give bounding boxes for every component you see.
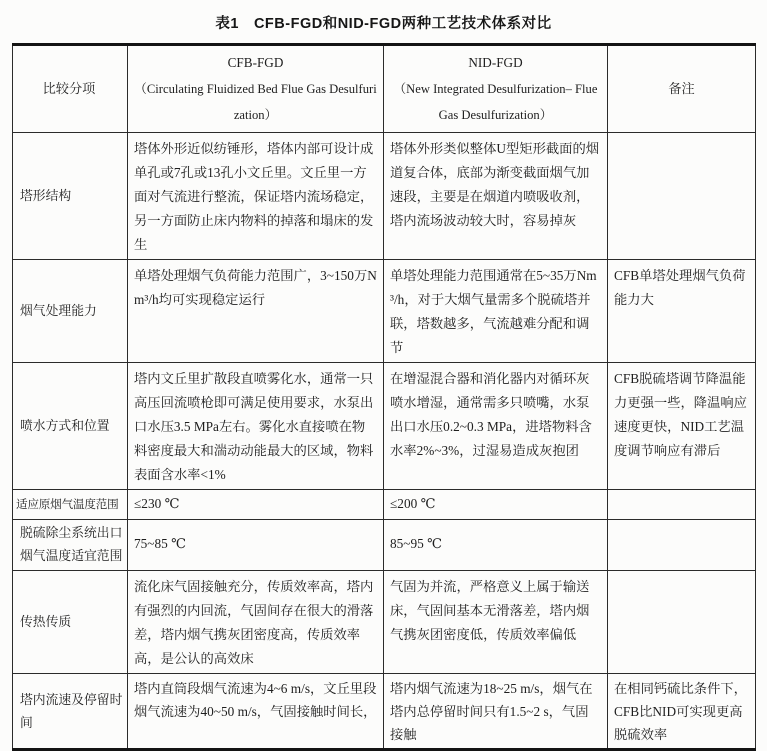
header-cell-cfb (128, 45, 384, 133)
note-cell (608, 571, 756, 674)
table-row-velocity-residence-time (13, 674, 756, 750)
table-row-inlet-temp-range (13, 490, 756, 520)
nid-cell: 单塔处理能力范围通常在5~35万Nm³/h，对于大烟气量需多个脱硫塔并联，塔数越多，气流越难分配和调节 (384, 260, 608, 363)
cfb-cell: 流化床气固接触充分，传质效率高，塔内有强烈的内回流，气固间存在很大的滑落差，塔内烟气携灰团密度高，传质效率高，是公认的高效床 (128, 571, 384, 674)
table-title: 表1 CFB-FGD和NID-FGD两种工艺技术体系对比 (215, 16, 552, 32)
cfb-cell: 单塔处理烟气负荷能力范围广，3~150万Nm³/h均可实现稳定运行 (128, 260, 384, 363)
table-row-tower-structure (13, 133, 756, 260)
cfb-cell: 75~85 ℃ (128, 520, 384, 571)
table-row-outlet-temp-range (13, 520, 756, 571)
row-label: 烟气处理能力 (13, 260, 128, 363)
header-cell-nid (384, 45, 608, 133)
table-row-water-spray (13, 363, 756, 490)
nid-cell: ≤200 ℃ (384, 490, 608, 520)
note-cell (608, 133, 756, 260)
nid-cell: 塔内烟气流速为18~25 m/s，烟气在塔内总停留时间只有1.5~2 s，气固接触 (384, 674, 608, 750)
header-cell-compare-item: 比较分项 (13, 45, 128, 133)
cfb-cell: 塔体外形近似纺锤形，塔体内部可设计成单孔或7孔或13孔小文丘里。文丘里一方面对气流进行整流，保证塔内流场稳定，另一方面防止床内物料的掉落和塌床的发生 (128, 133, 384, 260)
nid-cell: 在增湿混合器和消化器内对循环灰喷水增湿，通常需多只喷嘴，水泵出口水压0.2~0.3 MPa，进塔物料含水率2%~3%，过湿易造成灰抱团 (384, 363, 608, 490)
row-label: 传热传质 (13, 571, 128, 674)
row-label: 喷水方式和位置 (13, 363, 128, 490)
cfb-cell: 塔内直筒段烟气流速为4~6 m/s，文丘里段烟气流速为40~50 m/s，气固接触时间长， (128, 674, 384, 750)
table-row-gas-capacity (13, 260, 756, 363)
nid-cell: 85~95 ℃ (384, 520, 608, 571)
table-row-heat-mass-transfer (13, 571, 756, 674)
nid-column-name: NID-FGD (468, 55, 523, 70)
cfb-column-subtitle: （Circulating Fluidized Bed Flue Gas Desulfurization） (134, 82, 377, 122)
header-row (13, 45, 756, 133)
row-label: 塔内流速及停留时间 (13, 674, 128, 750)
row-label: 适应原烟气温度范围 (13, 490, 128, 520)
nid-cell: 气固为并流，严格意义上属于输送床，气固间基本无滑落差，塔内烟气携灰团密度低，传质效率偏低 (384, 571, 608, 674)
note-cell: CFB脱硫塔调节降温能力更强一些，降温响应速度更快，NID工艺温度调节响应有滞后 (608, 363, 756, 490)
note-cell (608, 490, 756, 520)
cfb-cell: 塔内文丘里扩散段直喷雾化水，通常一只高压回流喷枪即可满足使用要求，水泵出口水压3.5 MPa左右。雾化水直接喷在物料密度最大和湍动动能最大的区域，物料表面含水率<1% (128, 363, 384, 490)
nid-column-subtitle: （New Integrated Desulfurization– Flue Gas Desulfurization） (393, 82, 598, 122)
cfb-cell: ≤230 ℃ (128, 490, 384, 520)
nid-cell: 塔体外形类似整体U型矩形截面的烟道复合体，底部为渐变截面烟气加速段，主要是在烟道内喷吸收剂，塔内流场波动较大时，容易掉灰 (384, 133, 608, 260)
cfb-column-name: CFB-FGD (227, 55, 284, 70)
row-label: 脱硫除尘系统出口烟气温度适宜范围 (13, 520, 128, 571)
note-cell: CFB单塔处理烟气负荷能力大 (608, 260, 756, 363)
note-cell (608, 520, 756, 571)
note-cell: 在相同钙硫比条件下，CFB比NID可实现更高脱硫效率 (608, 674, 756, 750)
row-label: 塔形结构 (13, 133, 128, 260)
comparison-table (12, 43, 756, 751)
header-cell-note: 备注 (608, 45, 756, 133)
